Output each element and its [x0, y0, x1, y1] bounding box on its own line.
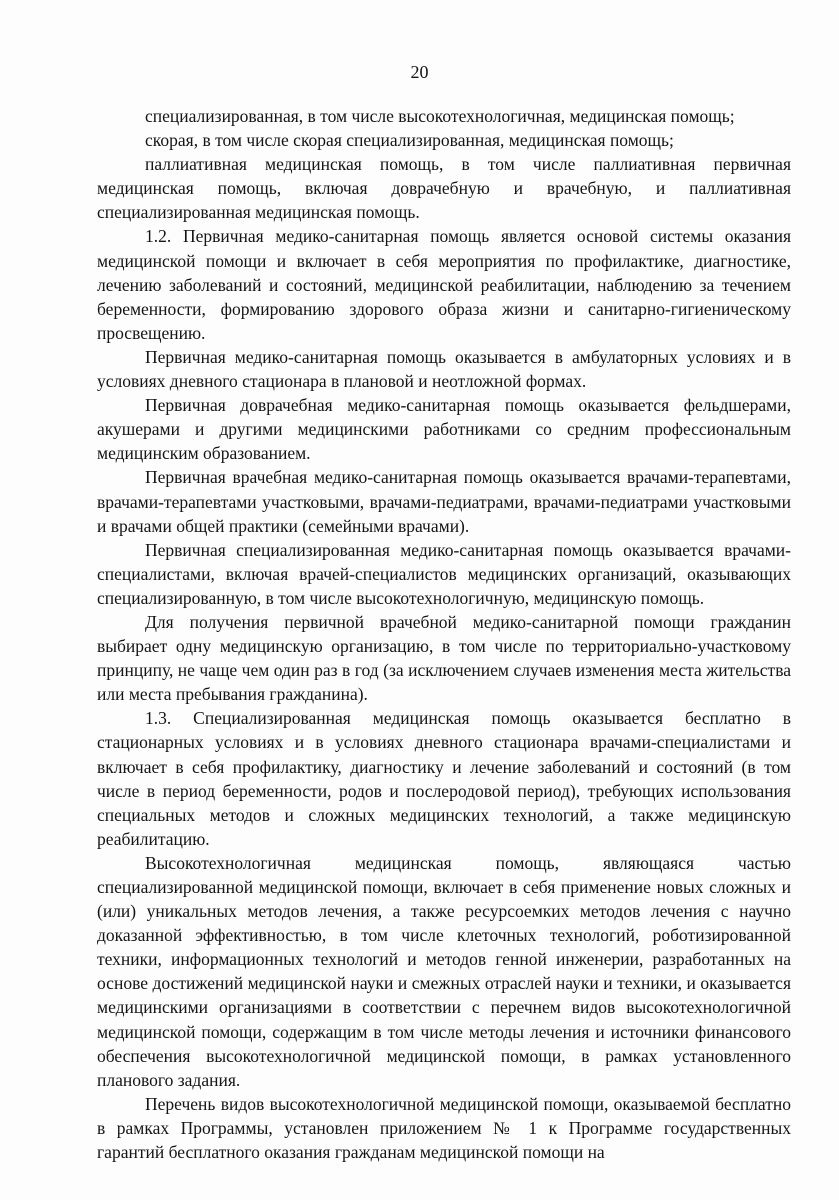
paragraph-1-2-primary-care: 1.2. Первичная медико-санитарная помощь является основой системы оказания медицинской помощи и включает в себя мероприятия по профилактике, диагностике, лечению заболеваний и состояний, медицинской реабилитации, наблюдению за течением беременности, формированию здорового образа жизни и санитарно-гигиеническому просвещению.: [97, 226, 791, 343]
paragraph-palliative-care: паллиативная медицинская помощь, в том числе паллиативная первичная медицинская помощь, включая доврачебную и врачебную, и паллиативная специализированная медицинская помощь.: [97, 154, 791, 223]
document-body: [97, 104, 791, 1164]
page-number: 20: [410, 62, 429, 82]
paragraph-primary-care-conditions: Первичная медико-санитарная помощь оказывается в амбулаторных условиях и в условиях дневного стационара в плановой и неотложной формах.: [97, 346, 791, 392]
paragraph-choice-of-organization: Для получения первичной врачебной медико-санитарной помощи гражданин выбирает одну медицинскую организацию, в том числе по территориально-участковому принципу, не чаще чем один раз в год (за исключением случаев изменения места жительства или места пребывания гражданина).: [97, 611, 791, 705]
paragraph-emergency-care: скорая, в том числе скорая специализированная, медицинская помощь;: [145, 130, 674, 151]
paragraph-high-tech-care: Высокотехнологичная медицинская помощь, являющаяся частью специализированной медицинской помощи, включает в себя применение новых сложных и (или) уникальных методов лечения, а также ресурсоемких методов лечения с научно доказанной эффективностью, в том числе клеточных технологий, роботизированной техники, информационных технологий и методов генной инженерии, разработанных на основе достижений медицинской науки и смежных отраслей науки и техники, и оказывается медицинскими организациями в соответствии с перечнем видов высокотехнологичной медицинской помощи, содержащим в том числе методы лечения и источники финансового обеспечения высокотехнологичной медицинской помощи, в рамках установленного планового задания.: [97, 852, 791, 1090]
paragraph-1-3-specialized-care: 1.3. Специализированная медицинская помощь оказывается бесплатно в стационарных условиях и в условиях дневного стационара врачами-специалистами и включает в себя профилактику, диагностику и лечение заболеваний и состояний (в том числе в период беременности, родов и послеродовой период), требующих использования специальных методов и сложных медицинских технологий, а также медицинскую реабилитацию.: [97, 708, 791, 849]
paragraph-high-tech-list: Перечень видов высокотехнологичной медицинской помощи, оказываемой бесплатно в рамках Программы, установлен приложением № 1 к Программе государственных гарантий бесплатного оказания гражданам медицинской помощи на: [97, 1093, 791, 1163]
paragraph-specialist-care: Первичная специализированная медико-санитарная помощь оказывается врачами-специалистами, включая врачей-специалистов медицинских организаций, оказывающих специализированную, в том числе высокотехнологичную, медицинскую помощь.: [97, 539, 791, 608]
paragraph-specialized-care: специализированная, в том числе высокотехнологичная, медицинская помощь;: [145, 106, 735, 126]
paragraph-pre-medical-care: Первичная доврачебная медико-санитарная помощь оказывается фельдшерами, акушерами и другими медицинскими работниками со средним профессиональным медицинским образованием.: [97, 395, 791, 464]
paragraph-physician-care: Первичная врачебная медико-санитарная помощь оказывается врачами-терапевтами, врачами-терапевтами участковыми, врачами-педиатрами, врачами-педиатрами участковыми и врачами общей практики (семейными врачами).: [97, 467, 791, 536]
